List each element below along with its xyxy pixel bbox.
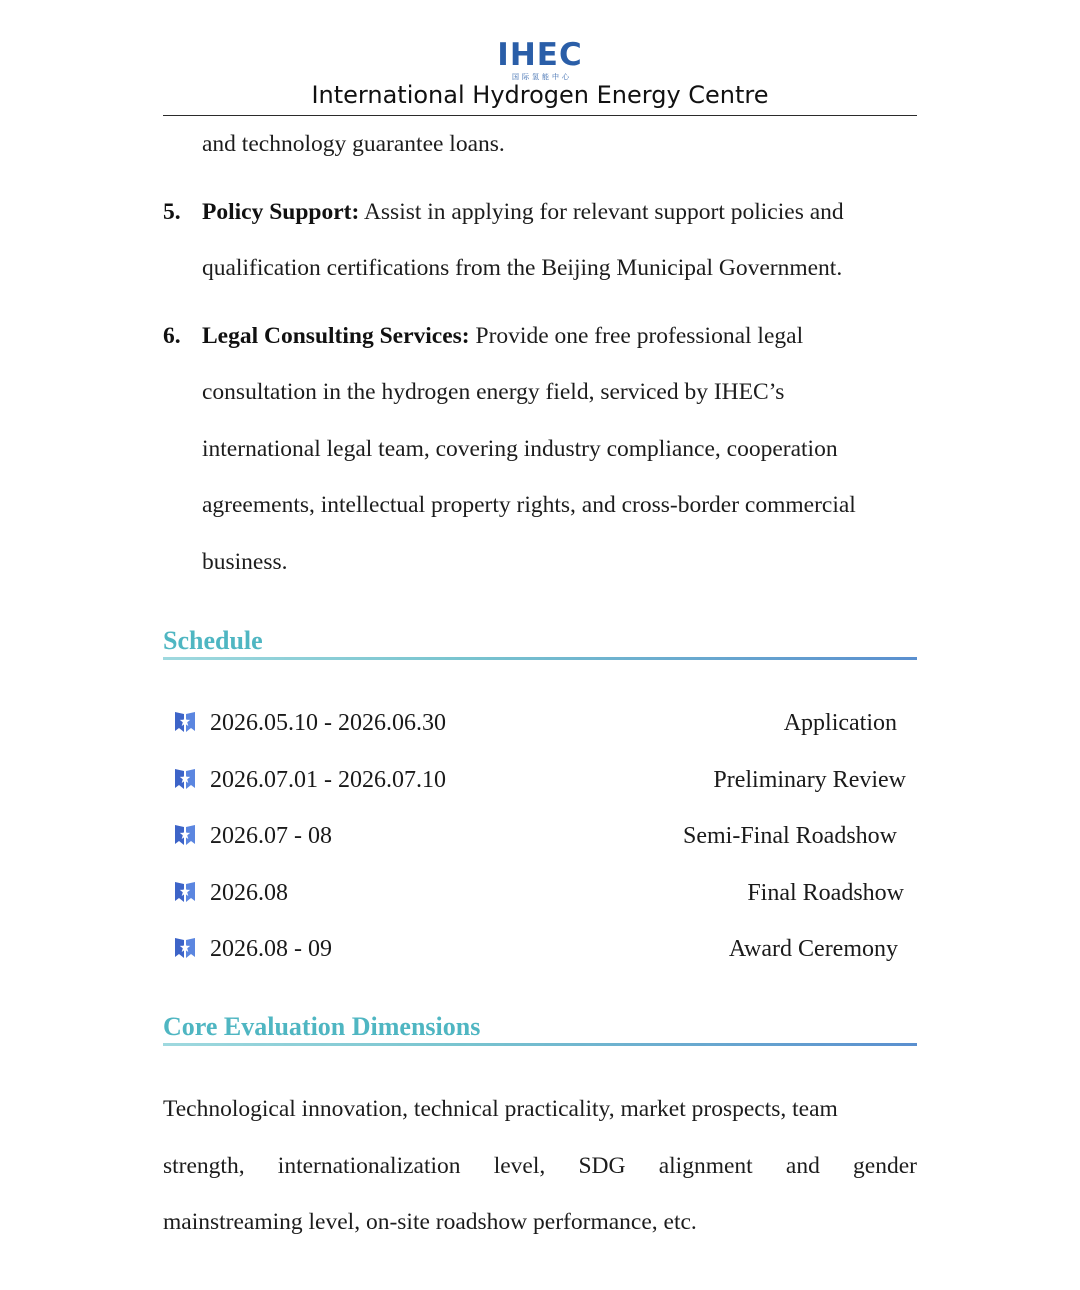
bookmark-star-icon	[172, 766, 198, 792]
item-text-line: consultation in the hydrogen energy field, serviced by IHEC’s	[202, 379, 785, 405]
bookmark-star-icon	[172, 879, 198, 905]
item-number: 5.	[163, 199, 181, 225]
schedule-date: 2026.05.10 - 2026.06.30	[210, 710, 446, 736]
schedule-event: Application	[783, 710, 897, 736]
item-number: 6.	[163, 323, 181, 349]
logo-mark: IHEC	[497, 37, 583, 73]
schedule-date: 2026.08	[210, 880, 288, 906]
item-title: Legal Consulting Services:	[202, 323, 470, 349]
schedule-row	[172, 873, 907, 913]
evaluation-heading: Core Evaluation Dimensions	[163, 1012, 481, 1041]
section-divider	[163, 657, 917, 660]
bookmark-star-icon	[172, 822, 198, 848]
schedule-event: Award Ceremony	[728, 936, 898, 962]
schedule-event: Final Roadshow	[747, 880, 904, 906]
list-item-legal-consulting	[202, 308, 917, 365]
schedule-row	[172, 816, 907, 856]
item-text-line: qualification certifications from the Beijing Municipal Government.	[202, 255, 843, 281]
item-text-line: agreements, intellectual property rights, and cross-border commercial	[202, 492, 856, 518]
item-text-line: Assist in applying for relevant support policies and	[363, 199, 844, 225]
item-text-line: international legal team, covering industry compliance, cooperation	[202, 436, 838, 462]
logo-subtitle: 国际氢能中心	[512, 73, 572, 81]
organization-name: International Hydrogen Energy Centre	[311, 81, 769, 109]
schedule-date: 2026.08 - 09	[210, 936, 332, 962]
evaluation-text-line: strength, internationalization level, SDG alignment and gender	[163, 1153, 917, 1179]
bookmark-star-icon	[172, 709, 198, 735]
schedule-event: Preliminary Review	[713, 767, 906, 793]
continuation-line: and technology guarantee loans.	[202, 131, 505, 157]
schedule-date: 2026.07.01 - 2026.07.10	[210, 767, 446, 793]
schedule-section-header	[163, 626, 917, 660]
page-header	[163, 36, 917, 116]
bookmark-star-icon	[172, 935, 198, 961]
schedule-row	[172, 703, 907, 743]
schedule-date: 2026.07 - 08	[210, 823, 332, 849]
item-text-line: business.	[202, 549, 288, 575]
evaluation-section-header	[163, 1012, 917, 1046]
ihec-logo	[163, 38, 917, 82]
section-divider	[163, 1043, 917, 1046]
schedule-row	[172, 760, 907, 800]
item-text-line: Provide one free professional legal	[475, 323, 804, 349]
schedule-heading: Schedule	[163, 626, 263, 655]
list-item-policy-support	[202, 184, 917, 241]
evaluation-text-line: Technological innovation, technical practicality, market prospects, team	[163, 1096, 838, 1122]
evaluation-text-line: mainstreaming level, on-site roadshow performance, etc.	[163, 1209, 697, 1235]
schedule-row	[172, 929, 907, 969]
schedule-event: Semi-Final Roadshow	[683, 823, 897, 849]
item-title: Policy Support:	[202, 199, 360, 225]
